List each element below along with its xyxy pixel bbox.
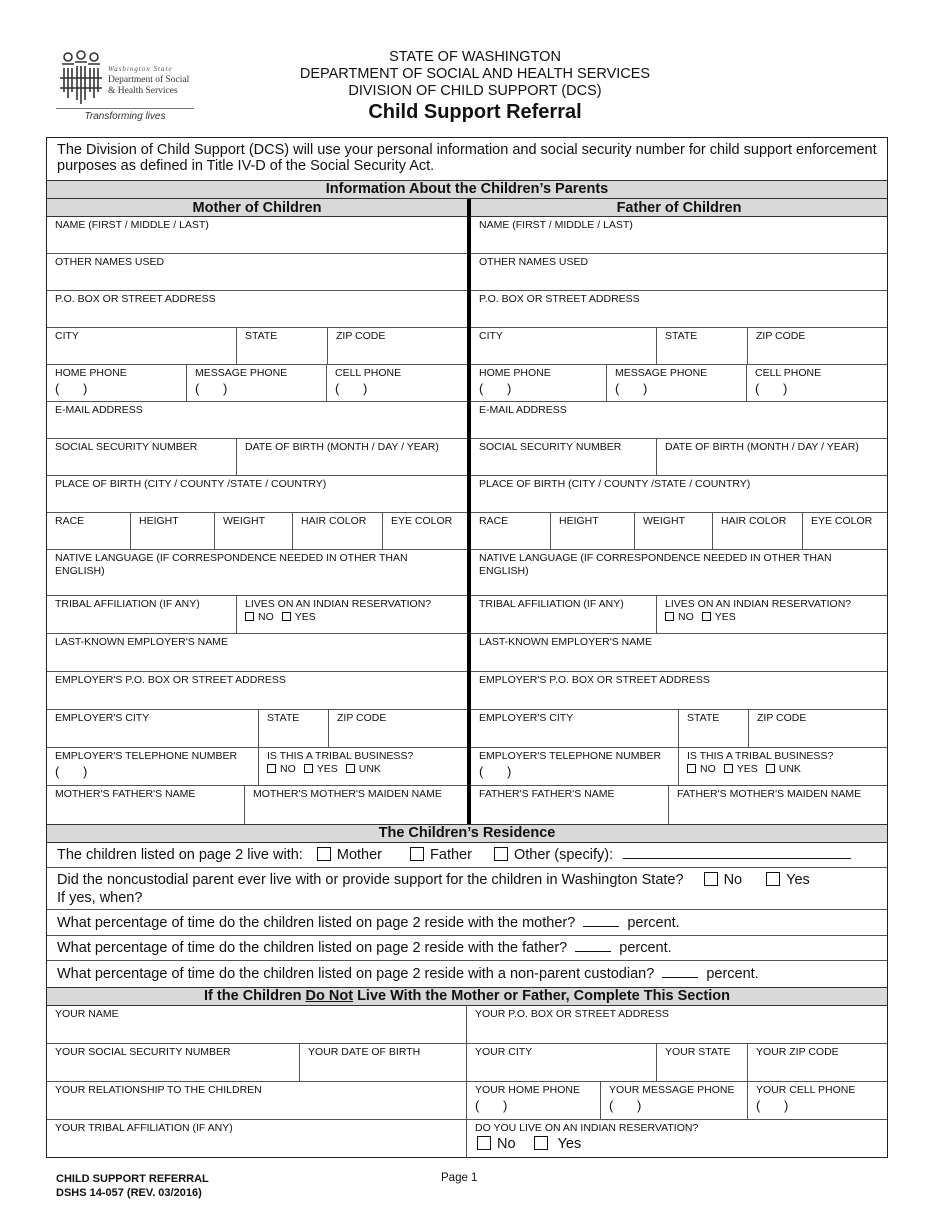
percent-label: percent. (627, 915, 680, 931)
noncustodial-question: Did the noncustodial parent ever live with or provide support for the children in Washington State? (57, 872, 684, 888)
father-tribal-business-field (679, 748, 887, 785)
option-label: Yes (557, 1136, 582, 1152)
live-with-label: The children listed on page 2 live with: (57, 847, 303, 863)
field-label: HOME PHONE (479, 367, 551, 379)
other-specify-input[interactable] (623, 845, 851, 859)
field-label: ZIP CODE (757, 712, 807, 724)
field-label: STATE (687, 712, 720, 724)
mother-tribal-business-unk-checkbox[interactable] (346, 764, 355, 773)
father-dob-field[interactable] (657, 439, 887, 475)
field-label: OTHER NAMES USED (55, 256, 165, 268)
field-label: EMPLOYER'S CITY (479, 712, 574, 724)
mother-column-title: Mother of Children (47, 199, 467, 217)
field-label: YOUR P.O. BOX OR STREET ADDRESS (475, 1008, 669, 1020)
mother-employer-city-field[interactable] (47, 710, 259, 747)
father-employer-state-field[interactable] (679, 710, 749, 747)
mother-email-field[interactable] (47, 402, 467, 438)
father-other-names-field[interactable] (471, 254, 887, 290)
your-dob-field[interactable] (300, 1044, 467, 1082)
father-home-phone-field[interactable] (471, 365, 607, 401)
field-label: E-MAIL ADDRESS (55, 404, 143, 416)
mother-tribal-field[interactable] (47, 596, 237, 633)
your-zip-field[interactable] (748, 1044, 887, 1082)
field-label: P.O. BOX OR STREET ADDRESS (479, 293, 640, 305)
logo-state: Washington State (108, 65, 173, 73)
field-label: NAME (FIRST / MIDDLE / LAST) (479, 219, 633, 231)
field-label: STATE (267, 712, 300, 724)
mother-employer-phone-field[interactable] (47, 748, 259, 785)
your-reservation-field (467, 1120, 887, 1158)
father-city-field[interactable] (471, 328, 657, 364)
option-label: UNK (778, 763, 801, 775)
mother-state-field[interactable] (237, 328, 328, 364)
footer-form-name: CHILD SUPPORT REFERRAL (56, 1173, 209, 1185)
field-label: OTHER NAMES USED (479, 256, 589, 268)
your-ssn-field[interactable] (47, 1044, 300, 1082)
field-label: YOUR SOCIAL SECURITY NUMBER (55, 1046, 231, 1058)
field-label: LIVES ON AN INDIAN RESERVATION? (245, 598, 432, 610)
field-label: STATE (245, 330, 278, 342)
fathers-father-name-field[interactable] (471, 786, 669, 824)
father-state-field[interactable] (657, 328, 748, 364)
phone-paren: ( ) (195, 381, 238, 396)
father-employer-phone-field[interactable] (471, 748, 679, 785)
logo-tagline: Transforming lives (56, 108, 194, 122)
mother-zip-field[interactable] (328, 328, 467, 364)
field-label: NAME (FIRST / MIDDLE / LAST) (55, 219, 209, 231)
field-label: E-MAIL ADDRESS (479, 404, 567, 416)
your-message-phone-field[interactable] (601, 1082, 748, 1120)
phone-paren: ( ) (615, 381, 658, 396)
mother-city-field[interactable] (47, 328, 237, 364)
father-weight-field[interactable] (635, 513, 713, 549)
your-address-field[interactable] (467, 1006, 887, 1044)
mother-name-field[interactable] (47, 217, 467, 253)
mother-pob-field[interactable] (47, 476, 467, 512)
field-label: EMPLOYER'S P.O. BOX OR STREET ADDRESS (55, 674, 286, 686)
phone-paren: ( ) (479, 764, 522, 779)
father-email-field[interactable] (471, 402, 887, 438)
field-label: YOUR RELATIONSHIP TO THE CHILDREN (55, 1084, 262, 1096)
page-title: Child Support Referral (368, 101, 582, 123)
father-tribal-field[interactable] (471, 596, 657, 633)
dshs-family-icon (56, 50, 106, 106)
field-label: YOUR STATE (665, 1046, 731, 1058)
field-label: MESSAGE PHONE (195, 367, 288, 379)
field-label: PLACE OF BIRTH (CITY / COUNTY /STATE / COUNTRY) (55, 478, 327, 490)
field-label: WEIGHT (643, 515, 685, 527)
pct-father-row (47, 936, 887, 961)
field-label: HOME PHONE (55, 367, 127, 379)
field-label: NATIVE LANGUAGE (IF CORRESPONDENCE NEEDED IN OTHER THAN ENGLISH) (479, 552, 832, 577)
mother-race-field[interactable] (47, 513, 131, 549)
field-label: LAST-KNOWN EMPLOYER'S NAME (55, 636, 228, 648)
live-with-other-checkbox[interactable] (494, 847, 508, 861)
phone-paren: ( ) (609, 1098, 652, 1113)
pct-other-input[interactable] (662, 964, 698, 978)
pct-other-row (47, 961, 887, 987)
field-label: YOUR TRIBAL AFFILIATION (IF ANY) (55, 1122, 233, 1134)
father-height-field[interactable] (551, 513, 635, 549)
field-label: HEIGHT (139, 515, 179, 527)
mother-tribal-business-no-checkbox[interactable] (267, 764, 276, 773)
field-label: TRIBAL AFFILIATION (IF ANY) (479, 598, 624, 610)
field-label: CELL PHONE (755, 367, 822, 379)
field-label: SOCIAL SECURITY NUMBER (479, 441, 622, 453)
title-part: Live With the Mother or Father, Complete This Section (353, 988, 730, 1004)
pct-mother-input[interactable] (583, 913, 619, 927)
option-label: YES (316, 763, 338, 775)
father-tribal-business-unk-checkbox[interactable] (766, 764, 775, 773)
your-name-field[interactable] (47, 1006, 467, 1044)
phone-paren: ( ) (55, 764, 98, 779)
mother-cell-phone-field[interactable] (327, 365, 467, 401)
mother-dob-field[interactable] (237, 439, 467, 475)
field-label: PLACE OF BIRTH (CITY / COUNTY /STATE / COUNTRY) (479, 478, 751, 490)
field-label: EMPLOYER'S CITY (55, 712, 150, 724)
custodian-section (47, 1006, 887, 1158)
option-label: NO (700, 763, 716, 775)
field-label: LIVES ON AN INDIAN RESERVATION? (665, 598, 852, 610)
field-label: LAST-KNOWN EMPLOYER'S NAME (479, 636, 652, 648)
mother-tribal-business-yes-checkbox[interactable] (304, 764, 313, 773)
phone-paren: ( ) (756, 1098, 799, 1113)
mother-column (47, 199, 467, 824)
field-label: ZIP CODE (756, 330, 806, 342)
father-reservation-no-checkbox[interactable] (665, 612, 674, 621)
father-tribal-business-no-checkbox[interactable] (687, 764, 696, 773)
your-relationship-field[interactable] (47, 1082, 467, 1120)
header-state: STATE OF WASHINGTON (389, 49, 561, 65)
phone-paren: ( ) (755, 381, 798, 396)
mothers-father-name-field[interactable] (47, 786, 245, 824)
father-employer-field[interactable] (471, 634, 887, 671)
your-home-phone-field[interactable] (467, 1082, 601, 1120)
privacy-notice: The Division of Child Support (DCS) will use your personal information and social security number for child support enforcement purposes as defined in Title IV-D of the Social Security Act. (57, 142, 877, 174)
father-employer-address-field[interactable] (471, 672, 887, 709)
option-label: YES (736, 763, 758, 775)
father-column (467, 199, 887, 824)
father-eye-field[interactable] (803, 513, 887, 549)
percent-label: percent. (706, 966, 759, 982)
form-footer-id (56, 1172, 209, 1200)
field-label: YOUR CELL PHONE (756, 1084, 856, 1096)
field-label: YOUR ZIP CODE (756, 1046, 839, 1058)
field-label: ZIP CODE (337, 712, 387, 724)
field-label: RACE (55, 515, 85, 527)
option-label: NO (258, 611, 274, 623)
field-label: WEIGHT (223, 515, 265, 527)
noncustodial-row (47, 868, 887, 910)
your-reservation-yes-checkbox[interactable] (534, 1136, 548, 1150)
field-label: SOCIAL SECURITY NUMBER (55, 441, 198, 453)
father-pob-field[interactable] (471, 476, 887, 512)
title-part: If the Children (204, 988, 306, 1004)
field-label: EMPLOYER'S TELEPHONE NUMBER (55, 750, 238, 762)
field-label: TRIBAL AFFILIATION (IF ANY) (55, 598, 200, 610)
field-label: HEIGHT (559, 515, 599, 527)
mother-ssn-field[interactable] (47, 439, 237, 475)
mother-weight-field[interactable] (215, 513, 293, 549)
field-label: IS THIS A TRIBAL BUSINESS? (267, 750, 414, 762)
father-race-field[interactable] (471, 513, 551, 549)
live-with-mother-checkbox[interactable] (317, 847, 331, 861)
field-label: CITY (55, 330, 79, 342)
father-language-field[interactable] (471, 550, 887, 595)
father-tribal-business-yes-checkbox[interactable] (724, 764, 733, 773)
field-label: CELL PHONE (335, 367, 402, 379)
if-yes-when-label: If yes, when? (57, 890, 143, 906)
mother-reservation-field (237, 596, 467, 633)
your-tribal-field[interactable] (47, 1120, 467, 1158)
mother-language-field[interactable] (47, 550, 467, 595)
live-with-father-checkbox[interactable] (410, 847, 424, 861)
father-ssn-field[interactable] (471, 439, 657, 475)
dshs-logo (56, 50, 196, 126)
field-label: RACE (479, 515, 509, 527)
your-reservation-no-checkbox[interactable] (477, 1136, 491, 1150)
field-label: ZIP CODE (336, 330, 386, 342)
your-state-field[interactable] (657, 1044, 748, 1082)
pct-mother-question: What percentage of time do the children listed on page 2 reside with the mother? (57, 915, 576, 931)
mother-employer-address-field[interactable] (47, 672, 467, 709)
father-hair-field[interactable] (713, 513, 803, 549)
option-label: No (497, 1136, 516, 1152)
logo-dept-line2: & Health Services (108, 86, 178, 96)
header-department: DEPARTMENT OF SOCIAL AND HEALTH SERVICES (299, 66, 651, 82)
field-label: HAIR COLOR (301, 515, 367, 527)
field-label: EYE COLOR (391, 515, 453, 527)
footer-form-number: DSHS 14-057 (REV. 03/2016) (56, 1187, 202, 1199)
field-label: YOUR CITY (475, 1046, 533, 1058)
field-label: MOTHER'S MOTHER'S MAIDEN NAME (253, 788, 442, 800)
mother-hair-field[interactable] (293, 513, 383, 549)
field-label: STATE (665, 330, 698, 342)
pct-father-input[interactable] (575, 938, 611, 952)
noncustodial-yes-checkbox[interactable] (766, 872, 780, 886)
option-label: Mother (336, 847, 383, 863)
field-label: DO YOU LIVE ON AN INDIAN RESERVATION? (475, 1122, 699, 1134)
logo-dept-line1: Department of Social (108, 75, 190, 85)
field-label: CITY (479, 330, 503, 342)
your-cell-phone-field[interactable] (748, 1082, 887, 1120)
father-name-field[interactable] (471, 217, 887, 253)
field-label: YOUR DATE OF BIRTH (308, 1046, 421, 1058)
mother-message-phone-field[interactable] (187, 365, 327, 401)
field-label: YOUR MESSAGE PHONE (609, 1084, 735, 1096)
option-label: Yes (786, 872, 810, 888)
option-label: Other (specify): (514, 847, 614, 863)
phone-paren: ( ) (475, 1098, 518, 1113)
field-label: DATE OF BIRTH (MONTH / DAY / YEAR) (245, 441, 439, 453)
mother-height-field[interactable] (131, 513, 215, 549)
field-label: EMPLOYER'S TELEPHONE NUMBER (479, 750, 662, 762)
live-with-row (47, 843, 887, 868)
field-label: P.O. BOX OR STREET ADDRESS (55, 293, 216, 305)
option-label: No (723, 872, 743, 888)
mother-tribal-business-field (259, 748, 467, 785)
mother-reservation-no-checkbox[interactable] (245, 612, 254, 621)
phone-paren: ( ) (479, 381, 522, 396)
option-label: NO (678, 611, 694, 623)
field-label: MOTHER'S FATHER'S NAME (55, 788, 196, 800)
option-label: Father (430, 847, 472, 863)
mother-employer-state-field[interactable] (259, 710, 329, 747)
mother-address-field[interactable] (47, 291, 467, 327)
option-label: YES (294, 611, 316, 623)
mother-employer-field[interactable] (47, 634, 467, 671)
mothers-mother-maiden-field[interactable] (245, 786, 467, 824)
mother-other-names-field[interactable] (47, 254, 467, 290)
pct-father-question: What percentage of time do the children listed on page 2 reside with the father? (57, 940, 568, 956)
residence-section-title: The Children’s Residence (47, 824, 887, 843)
fathers-mother-maiden-field[interactable] (669, 786, 887, 824)
father-employer-zip-field[interactable] (749, 710, 887, 747)
father-employer-city-field[interactable] (471, 710, 679, 747)
father-reservation-yes-checkbox[interactable] (702, 612, 711, 621)
field-label: YOUR HOME PHONE (475, 1084, 581, 1096)
field-label: FATHER'S MOTHER'S MAIDEN NAME (677, 788, 862, 800)
father-column-title: Father of Children (471, 199, 887, 217)
header-division: DIVISION OF CHILD SUPPORT (DCS) (348, 83, 602, 99)
field-label: EYE COLOR (811, 515, 873, 527)
father-message-phone-field[interactable] (607, 365, 747, 401)
custodian-section-title (47, 987, 887, 1006)
field-label: MESSAGE PHONE (615, 367, 708, 379)
form-frame (46, 137, 888, 1158)
field-label: NATIVE LANGUAGE (IF CORRESPONDENCE NEEDED IN OTHER THAN ENGLISH) (55, 552, 408, 577)
option-label: YES (714, 611, 736, 623)
field-label: FATHER'S FATHER'S NAME (479, 788, 615, 800)
title-underlined: Do Not (305, 988, 354, 1004)
field-label: YOUR NAME (55, 1008, 119, 1020)
father-cell-phone-field[interactable] (747, 365, 887, 401)
father-zip-field[interactable] (748, 328, 887, 364)
parents-section-title: Information About the Children’s Parents (47, 180, 887, 199)
field-label: HAIR COLOR (721, 515, 787, 527)
page-number: Page 1 (441, 1172, 478, 1184)
option-label: NO (280, 763, 296, 775)
father-reservation-field (657, 596, 887, 633)
pct-other-question: What percentage of time do the children listed on page 2 reside with a non-parent custodian? (57, 966, 655, 982)
pct-mother-row (47, 910, 887, 936)
your-city-field[interactable] (467, 1044, 657, 1082)
field-label: EMPLOYER'S P.O. BOX OR STREET ADDRESS (479, 674, 710, 686)
phone-paren: ( ) (55, 381, 98, 396)
form-header (250, 49, 700, 124)
phone-paren: ( ) (335, 381, 378, 396)
father-address-field[interactable] (471, 291, 887, 327)
mother-reservation-yes-checkbox[interactable] (282, 612, 291, 621)
option-label: UNK (358, 763, 381, 775)
percent-label: percent. (619, 940, 672, 956)
mother-home-phone-field[interactable] (47, 365, 187, 401)
mother-employer-zip-field[interactable] (329, 710, 467, 747)
field-label: IS THIS A TRIBAL BUSINESS? (687, 750, 834, 762)
field-label: DATE OF BIRTH (MONTH / DAY / YEAR) (665, 441, 859, 453)
noncustodial-no-checkbox[interactable] (704, 872, 718, 886)
mother-eye-field[interactable] (383, 513, 467, 549)
